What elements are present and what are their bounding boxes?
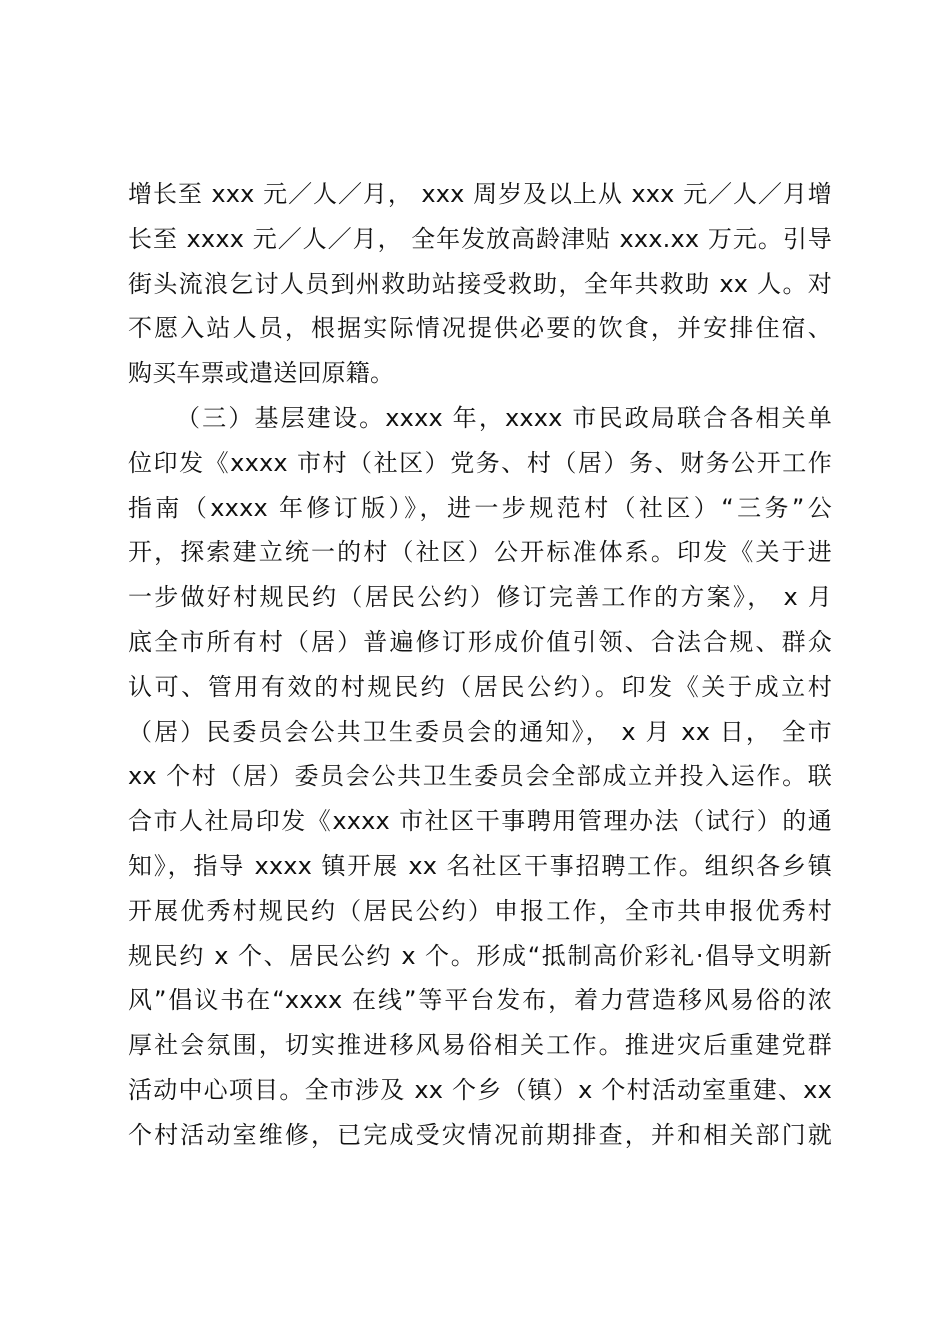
text-line: 开展优秀村规民约（居民公约）申报工作，全市共申报优秀村 (128, 896, 832, 925)
text-line: 一步做好村规民约（居民公约）修订完善工作的方案》， x 月 (128, 583, 832, 612)
text-line: 指南（xxxx 年修订版）》，进一步规范村（社区）“三务”公 (128, 493, 832, 522)
text-line: 长至 xxxx 元／人／月， 全年发放高龄津贴 xxx.xx 万元。引导 (128, 224, 832, 253)
text-line: 街头流浪乞讨人员到州救助站接受救助，全年共救助 xx 人。对 (128, 269, 832, 298)
text-line: 厚社会氛围，切实推进移风易俗相关工作。推进灾后重建党群 (128, 1031, 832, 1060)
text-line: 位印发《xxxx 市村（社区）党务、村（居）务、财务公开工作 (128, 448, 832, 477)
text-line: 底全市所有村（居）普遍修订形成价值引领、合法合规、群众 (128, 627, 832, 656)
text-line: 个村活动室维修，已完成受灾情况前期排查，并和相关部门就 (128, 1120, 832, 1149)
text-line: 规民约 x 个、居民公约 x 个。形成“抵制高价彩礼·倡导文明新 (128, 941, 832, 970)
text-line: 风”倡议书在“xxxx 在线”等平台发布，着力营造移风易俗的浓 (128, 986, 832, 1015)
text-line: 购买车票或遣送回原籍。 (128, 359, 395, 388)
section-heading-line: （三）基层建设。xxxx 年，xxxx 市民政局联合各相关单 (176, 403, 832, 432)
text-line: xx 个村（居）委员会公共卫生委员会全部成立并投入运作。联 (128, 762, 832, 791)
text-line: 知》，指导 xxxx 镇开展 xx 名社区干事招聘工作。组织各乡镇 (128, 851, 832, 880)
body-text (128, 172, 832, 1158)
text-line: 开，探索建立统一的村（社区）公开标准体系。印发《关于进 (128, 538, 832, 567)
text-line: 不愿入站人员，根据实际情况提供必要的饮食，并安排住宿、 (128, 314, 832, 343)
text-line: 合市人社局印发《xxxx 市社区干事聘用管理办法（试行）的通 (128, 807, 832, 836)
text-line: 认可、管用有效的村规民约（居民公约）。印发《关于成立村 (128, 672, 832, 701)
text-line: 活动中心项目。全市涉及 xx 个乡（镇）x 个村活动室重建、xx (128, 1075, 832, 1104)
text-line: 增长至 xxx 元／人／月， xxx 周岁及以上从 xxx 元／人／月增 (128, 180, 832, 208)
text-line: （居）民委员会公共卫生委员会的通知》， x 月 xx 日， 全市 (128, 717, 832, 746)
